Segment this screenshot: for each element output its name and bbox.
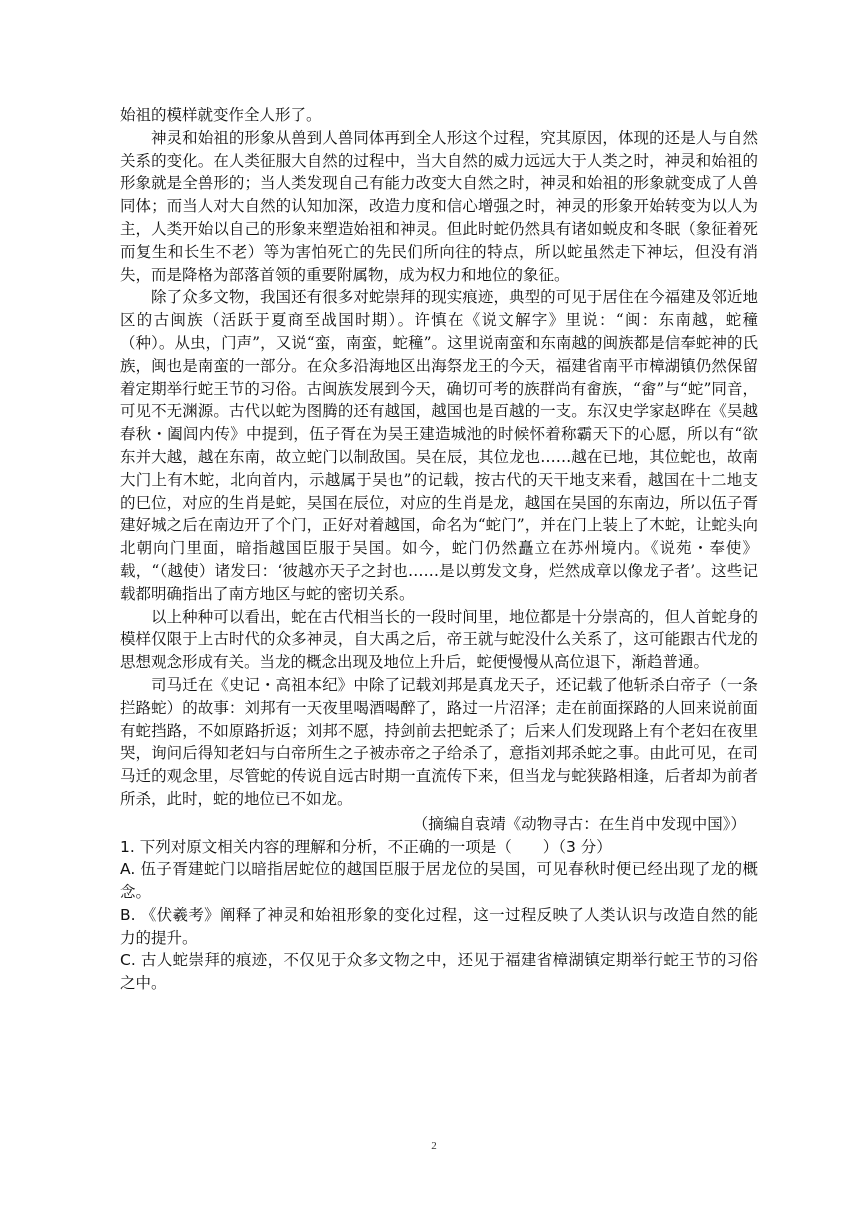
paragraph-sima-qian: 司马迁在《史记・高祖本纪》中除了记载刘邦是真龙天子，还记载了他斩杀白帝子（一条拦路蛇）的故事：刘邦有一天夜里喝酒喝醉了，路过一片沼泽；走在前面探路的人回来说前面有蛇挡路，不如原路折返；刘邦不愿，持剑前去把蛇杀了；后来人们发现路上有个老妇在夜里哭，询问后得知老妇与白帝所生之子被赤帝之子给杀了，意指刘邦杀蛇之事。由此可见，在司马迁的观念里，尽管蛇的传说自远古时期一直流传下来，但当龙与蛇狭路相逢，后者却为前者所杀，此时，蛇的地位已不如龙。 <box>120 675 758 808</box>
question-1 <box>120 836 758 996</box>
question-stem: 1. 下列对原文相关内容的理解和分析，不正确的一项是（ ）（3 分） <box>120 837 612 856</box>
paragraph-min-tribe: 除了众多文物，我国还有很多对蛇崇拜的现实痕迹，典型的可见于居住在今福建及邻近地区的古闽族（活跃于夏商至战国时期）。许慎在《说文解字》里说：“闽：东南越，蛇穜（种）。从虫，门声”，又说“蛮，南蛮，蛇穜”。这里说南蛮和东南越的闽族都是信奉蛇神的氏族，闽也是南蛮的一部分。在众多沿海地区出海祭龙王的今天，福建省南平市樟湖镇仍然保留着定期举行蛇王节的习俗。古闽族发展到今天，确切可考的族群尚有畲族，“畲”与“蛇”同音，可见不无渊源。古代以蛇为图腾的还有越国，越国也是百越的一支。东汉史学家赵晔在《吴越春秋・阖闾内传》中提到，伍子胥在为吴王建造城池的时候怀着称霸天下的心愿，所以有“欲东并大越，越在东南，故立蛇门以制敌国。吴在辰，其位龙也……越在已地，其位蛇也，故南大门上有木蛇，北向首内，示越属于吴也”的记载，按古代的天干地支来看，越国在十二地支的巳位，对应的生肖是蛇，吴国在辰位，对应的生肖是龙，越国在吴国的东南边，所以伍子胥建好城之后在南边开了个门，正好对着越国，命名为“蛇门”，并在门上装上了木蛇，让蛇头向北朝向门里面，暗指越国臣服于吴国。如今，蛇门仍然矗立在苏州境内。《说苑・奉使》载，“（越使）诸发曰：‘彼越亦天子之封也……是以剪发文身，烂然成章以像龙子者’。这些记载都明确指出了南方地区与蛇的密切关系。 <box>120 288 758 603</box>
paragraph-snake-status: 以上种种可以看出，蛇在古代相当长的一段时间里，地位都是十分崇高的，但人首蛇身的模样仅限于上古时代的众多神灵，自大禹之后，帝王就与蛇没什么关系了，这可能跟古代龙的思想观念形成有关。当龙的概念出现及地位上升后，蛇便慢慢从高位退下，渐趋普通。 <box>120 607 758 672</box>
page-number: 2 <box>431 1140 437 1152</box>
paragraph-continuation: 始祖的模样就变作全人形了。 <box>120 106 322 124</box>
option-b: B. 《伏羲考》阐释了神灵和始祖形象的变化过程，这一过程反映了人类认识与改造自然的能力的提升。 <box>120 905 758 947</box>
option-a: A. 伍子胥建蛇门以暗指居蛇位的越国臣服于居龙位的吴国，可见春秋时便已经出现了龙的概念。 <box>120 860 758 902</box>
source-citation: （摘编自袁靖《动物寻古：在生肖中发现中国》） <box>412 814 746 833</box>
paragraph-human-nature: 神灵和始祖的形象从兽到人兽同体再到全人形这个过程，究其原因，体现的还是人与自然关系的变化。在人类征服大自然的过程中，当大自然的威力远远大于人类之时，神灵和始祖的形象就是全兽形的；当人类发现自己有能力改变大自然之时，神灵和始祖的形象就变成了人兽同体；而当人对大自然的认知加深，改造力度和信心增强之时，神灵的形象开始转变为以人为主，人类开始以自己的形象来塑造始祖和神灵。但此时蛇仍然具有诸如蜕皮和冬眠（象征着死而复生和长生不老）等为害怕死亡的先民们所向往的特点，所以蛇虽然走下神坛，但没有消失，而是降格为部落首领的重要附属物，成为权力和地位的象征。 <box>120 128 758 284</box>
article-body <box>120 104 758 995</box>
option-c: C. 古人蛇崇拜的痕迹，不仅见于众多文物之中，还见于福建省樟湖镇定期举行蛇王节的习俗之中。 <box>120 951 758 993</box>
